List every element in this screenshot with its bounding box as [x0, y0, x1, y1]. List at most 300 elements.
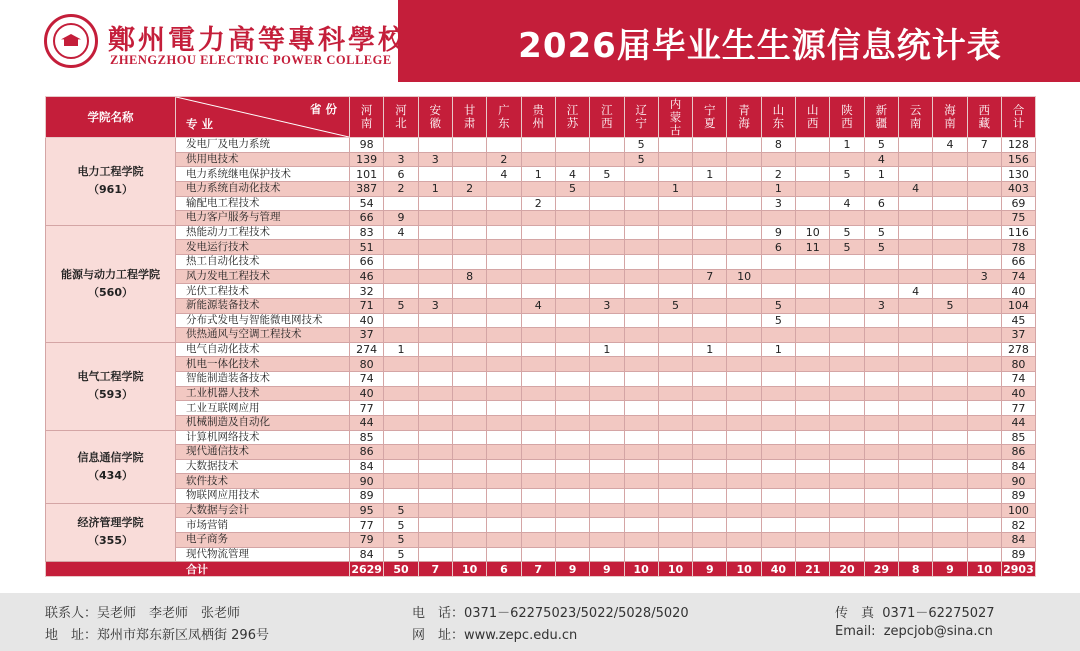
row-total-cell: 74	[1001, 372, 1035, 387]
table-row	[46, 240, 1036, 255]
count-cell	[384, 328, 418, 343]
count-cell	[727, 225, 761, 240]
website-line	[412, 624, 577, 643]
count-cell	[967, 211, 1001, 226]
college-count: （434）	[88, 468, 133, 482]
college-cell	[46, 430, 176, 503]
school-name-en: ZHENGZHOU ELECTRIC POWER COLLEGE	[110, 53, 392, 67]
count-cell	[727, 372, 761, 387]
contact-names: 吴老师 李老师 张老师	[97, 606, 241, 621]
count-cell	[418, 489, 452, 504]
major-name: 发电厂及电力系统	[176, 138, 350, 153]
count-cell	[452, 240, 486, 255]
count-cell	[796, 196, 830, 211]
count-cell	[658, 313, 692, 328]
count-cell	[693, 547, 727, 562]
count-cell	[521, 489, 555, 504]
count-cell	[933, 255, 967, 270]
count-cell	[555, 459, 589, 474]
contact-line	[45, 602, 240, 621]
count-cell	[727, 489, 761, 504]
count-cell	[864, 401, 898, 416]
count-cell	[967, 328, 1001, 343]
count-cell	[967, 532, 1001, 547]
count-cell: 4	[830, 196, 864, 211]
count-cell	[384, 138, 418, 153]
column-total-cell: 6	[487, 562, 521, 577]
major-name: 分布式发电与智能微电网技术	[176, 313, 350, 328]
count-cell	[933, 547, 967, 562]
count-cell	[967, 430, 1001, 445]
table-row	[46, 430, 1036, 445]
major-name: 大数据技术	[176, 459, 350, 474]
count-cell	[830, 489, 864, 504]
count-cell: 1	[521, 167, 555, 182]
count-cell	[967, 401, 1001, 416]
count-cell	[452, 401, 486, 416]
count-cell	[933, 342, 967, 357]
count-cell	[761, 211, 795, 226]
count-cell	[624, 255, 658, 270]
count-cell	[418, 503, 452, 518]
count-cell	[521, 255, 555, 270]
count-cell	[693, 138, 727, 153]
college-cell	[46, 503, 176, 562]
fax-value: 0371－62275027	[882, 606, 995, 621]
count-cell	[452, 459, 486, 474]
province-header: 河 南	[350, 97, 384, 138]
count-cell	[384, 474, 418, 489]
count-cell	[830, 181, 864, 196]
count-cell	[624, 386, 658, 401]
count-cell	[899, 225, 933, 240]
count-cell	[487, 401, 521, 416]
count-cell	[555, 489, 589, 504]
count-cell	[521, 284, 555, 299]
count-cell	[555, 313, 589, 328]
table-row	[46, 401, 1036, 416]
major-name: 智能制造装备技术	[176, 372, 350, 387]
count-cell	[899, 401, 933, 416]
count-cell	[590, 328, 624, 343]
email-link[interactable]: zepcjob@sina.cn	[883, 624, 993, 639]
count-cell	[487, 255, 521, 270]
count-cell: 5	[830, 225, 864, 240]
count-cell	[658, 225, 692, 240]
count-cell: 5	[864, 240, 898, 255]
count-cell	[727, 401, 761, 416]
count-cell	[521, 211, 555, 226]
count-cell	[933, 181, 967, 196]
count-cell	[830, 298, 864, 313]
count-cell	[933, 518, 967, 533]
row-total-cell: 40	[1001, 386, 1035, 401]
count-cell	[658, 152, 692, 167]
table-row	[46, 459, 1036, 474]
count-cell	[555, 298, 589, 313]
count-cell: 95	[350, 503, 384, 518]
table-row	[46, 474, 1036, 489]
count-cell	[590, 415, 624, 430]
count-cell	[830, 445, 864, 460]
count-cell	[555, 430, 589, 445]
count-cell	[521, 474, 555, 489]
count-cell: 1	[761, 181, 795, 196]
major-name: 热工自动化技术	[176, 255, 350, 270]
count-cell	[830, 284, 864, 299]
count-cell	[830, 372, 864, 387]
count-cell: 90	[350, 474, 384, 489]
count-cell	[624, 445, 658, 460]
count-cell	[418, 430, 452, 445]
count-cell	[727, 167, 761, 182]
count-cell	[384, 415, 418, 430]
count-cell: 10	[796, 225, 830, 240]
count-cell	[590, 255, 624, 270]
count-cell	[727, 313, 761, 328]
row-total-cell: 80	[1001, 357, 1035, 372]
count-cell	[590, 547, 624, 562]
count-cell	[521, 445, 555, 460]
count-cell: 83	[350, 225, 384, 240]
count-cell: 1	[864, 167, 898, 182]
count-cell	[590, 313, 624, 328]
count-cell	[487, 459, 521, 474]
row-total-cell: 78	[1001, 240, 1035, 255]
column-total-cell: 10	[624, 562, 658, 577]
count-cell: 5	[384, 298, 418, 313]
table-row	[46, 386, 1036, 401]
row-total-cell: 75	[1001, 211, 1035, 226]
table-row	[46, 445, 1036, 460]
count-cell	[796, 181, 830, 196]
count-cell	[796, 415, 830, 430]
count-cell	[452, 328, 486, 343]
count-cell: 71	[350, 298, 384, 313]
count-cell	[761, 284, 795, 299]
count-cell	[796, 489, 830, 504]
major-name: 物联网应用技术	[176, 489, 350, 504]
count-cell	[590, 518, 624, 533]
count-cell	[418, 401, 452, 416]
count-cell	[899, 255, 933, 270]
count-cell	[761, 269, 795, 284]
major-name: 机电一体化技术	[176, 357, 350, 372]
province-header: 云 南	[899, 97, 933, 138]
college-count: （355）	[88, 534, 133, 548]
count-cell: 4	[487, 167, 521, 182]
row-total-cell: 403	[1001, 181, 1035, 196]
table-row	[46, 181, 1036, 196]
count-cell	[727, 547, 761, 562]
count-cell	[933, 386, 967, 401]
count-cell	[487, 138, 521, 153]
count-cell	[418, 474, 452, 489]
count-cell	[658, 240, 692, 255]
count-cell: 5	[830, 167, 864, 182]
count-cell	[830, 269, 864, 284]
count-cell	[693, 401, 727, 416]
count-cell	[487, 269, 521, 284]
count-cell	[487, 196, 521, 211]
table-row	[46, 196, 1036, 211]
count-cell	[624, 298, 658, 313]
count-cell	[487, 357, 521, 372]
college-name: 电气工程学院	[77, 370, 144, 384]
count-cell	[933, 503, 967, 518]
count-cell	[521, 328, 555, 343]
count-cell: 66	[350, 211, 384, 226]
count-cell	[830, 313, 864, 328]
count-cell	[727, 474, 761, 489]
province-header: 青 海	[727, 97, 761, 138]
count-cell	[796, 255, 830, 270]
count-cell	[796, 518, 830, 533]
count-cell	[624, 342, 658, 357]
count-cell	[452, 342, 486, 357]
count-cell	[521, 415, 555, 430]
count-cell	[590, 240, 624, 255]
count-cell	[452, 211, 486, 226]
major-name: 工业机器人技术	[176, 386, 350, 401]
count-cell	[521, 430, 555, 445]
count-cell	[452, 138, 486, 153]
count-cell	[452, 152, 486, 167]
count-cell	[590, 284, 624, 299]
count-cell	[590, 401, 624, 416]
total-column-header: 合 计	[1001, 97, 1035, 138]
count-cell	[693, 503, 727, 518]
table-row	[46, 255, 1036, 270]
count-cell	[727, 342, 761, 357]
column-total-cell: 10	[727, 562, 761, 577]
count-cell	[452, 518, 486, 533]
count-cell	[727, 284, 761, 299]
count-cell	[452, 196, 486, 211]
count-cell	[658, 138, 692, 153]
count-cell	[624, 225, 658, 240]
count-cell	[418, 138, 452, 153]
count-cell	[452, 225, 486, 240]
count-cell	[555, 255, 589, 270]
count-cell	[693, 328, 727, 343]
school-seal-icon	[44, 14, 98, 68]
row-total-cell: 89	[1001, 489, 1035, 504]
count-cell	[967, 357, 1001, 372]
table-row	[46, 284, 1036, 299]
row-total-cell: 130	[1001, 167, 1035, 182]
count-cell	[590, 459, 624, 474]
province-header: 江 苏	[555, 97, 589, 138]
count-cell	[899, 167, 933, 182]
province-header: 山 东	[761, 97, 795, 138]
province-header: 河 北	[384, 97, 418, 138]
count-cell: 5	[933, 298, 967, 313]
count-cell	[967, 445, 1001, 460]
count-cell	[521, 342, 555, 357]
column-total-cell: 2629	[351, 562, 382, 576]
count-cell	[487, 489, 521, 504]
column-total-cell: 50	[384, 562, 418, 577]
count-cell	[967, 225, 1001, 240]
count-cell	[384, 313, 418, 328]
count-cell	[521, 401, 555, 416]
column-total-cell: 20	[830, 562, 864, 577]
count-cell: 3	[418, 152, 452, 167]
count-cell: 89	[350, 489, 384, 504]
count-cell	[452, 372, 486, 387]
count-cell: 3	[418, 298, 452, 313]
count-cell	[830, 211, 864, 226]
count-cell	[796, 152, 830, 167]
column-total-cell: 9	[555, 562, 589, 577]
count-cell	[864, 255, 898, 270]
major-name: 电力系统自动化技术	[176, 181, 350, 196]
count-cell	[761, 503, 795, 518]
count-cell: 5	[590, 167, 624, 182]
count-cell	[452, 532, 486, 547]
count-cell	[693, 357, 727, 372]
count-cell	[761, 445, 795, 460]
count-cell	[555, 284, 589, 299]
page-title: 2026届毕业生生源信息统计表	[518, 26, 1002, 66]
count-cell: 11	[796, 240, 830, 255]
count-cell	[658, 474, 692, 489]
count-cell	[864, 342, 898, 357]
count-cell	[590, 445, 624, 460]
count-cell	[521, 518, 555, 533]
count-cell	[899, 298, 933, 313]
count-cell	[693, 255, 727, 270]
count-cell	[899, 503, 933, 518]
count-cell	[555, 211, 589, 226]
count-cell	[899, 386, 933, 401]
address-label: 地 址：	[45, 628, 98, 643]
table-row	[46, 489, 1036, 504]
count-cell	[418, 357, 452, 372]
count-cell	[761, 518, 795, 533]
count-cell	[590, 225, 624, 240]
statistics-table	[45, 96, 1036, 577]
count-cell: 7	[693, 269, 727, 284]
column-total-cell: 21	[796, 562, 830, 577]
count-cell	[418, 386, 452, 401]
count-cell: 4	[864, 152, 898, 167]
count-cell	[796, 284, 830, 299]
count-cell	[452, 474, 486, 489]
count-cell	[590, 181, 624, 196]
table-header-row	[46, 97, 1036, 138]
count-cell	[555, 503, 589, 518]
row-total-cell: 128	[1001, 138, 1035, 153]
major-name: 供热通风与空调工程技术	[176, 328, 350, 343]
count-cell: 86	[350, 445, 384, 460]
count-cell	[967, 518, 1001, 533]
count-cell	[693, 415, 727, 430]
count-cell	[452, 415, 486, 430]
count-cell	[624, 284, 658, 299]
count-cell	[624, 430, 658, 445]
count-cell	[624, 459, 658, 474]
count-cell	[693, 298, 727, 313]
count-cell	[796, 401, 830, 416]
count-cell	[521, 547, 555, 562]
count-cell: 4	[521, 298, 555, 313]
count-cell	[693, 532, 727, 547]
count-cell	[967, 503, 1001, 518]
count-cell	[933, 372, 967, 387]
count-cell	[967, 489, 1001, 504]
email-label: Email:	[835, 624, 876, 639]
count-cell	[658, 459, 692, 474]
row-total-cell: 86	[1001, 445, 1035, 460]
count-cell: 4	[384, 225, 418, 240]
count-cell: 1	[693, 342, 727, 357]
count-cell: 5	[384, 518, 418, 533]
count-cell: 3	[384, 152, 418, 167]
count-cell	[830, 328, 864, 343]
count-cell	[487, 284, 521, 299]
count-cell	[933, 211, 967, 226]
count-cell	[727, 430, 761, 445]
count-cell: 74	[350, 372, 384, 387]
count-cell	[384, 459, 418, 474]
count-cell	[418, 225, 452, 240]
count-cell	[796, 532, 830, 547]
count-cell	[864, 357, 898, 372]
count-cell	[384, 489, 418, 504]
count-cell	[658, 547, 692, 562]
table-row	[46, 167, 1036, 182]
major-name: 热能动力工程技术	[176, 225, 350, 240]
count-cell	[830, 357, 864, 372]
count-cell	[590, 196, 624, 211]
row-total-cell: 278	[1001, 342, 1035, 357]
column-total-cell: 2903	[1003, 562, 1034, 576]
count-cell	[418, 167, 452, 182]
count-cell	[384, 255, 418, 270]
count-cell	[418, 284, 452, 299]
count-cell	[933, 474, 967, 489]
count-cell: 1	[384, 342, 418, 357]
count-cell	[933, 240, 967, 255]
count-cell: 139	[350, 152, 384, 167]
count-cell	[521, 532, 555, 547]
college-cell	[46, 342, 176, 430]
count-cell	[933, 357, 967, 372]
count-cell: 8	[452, 269, 486, 284]
count-cell	[418, 196, 452, 211]
count-cell	[418, 255, 452, 270]
count-cell	[384, 240, 418, 255]
province-header: 江 西	[590, 97, 624, 138]
count-cell	[864, 386, 898, 401]
count-cell: 2	[452, 181, 486, 196]
count-cell	[521, 225, 555, 240]
website-link[interactable]: www.zepc.edu.cn	[464, 628, 578, 643]
count-cell	[555, 518, 589, 533]
count-cell	[830, 386, 864, 401]
count-cell	[418, 211, 452, 226]
count-cell: 9	[761, 225, 795, 240]
count-cell: 5	[864, 138, 898, 153]
count-cell	[418, 313, 452, 328]
count-cell: 84	[350, 459, 384, 474]
count-cell	[693, 181, 727, 196]
count-cell	[452, 313, 486, 328]
count-cell	[967, 152, 1001, 167]
count-cell: 274	[350, 342, 384, 357]
